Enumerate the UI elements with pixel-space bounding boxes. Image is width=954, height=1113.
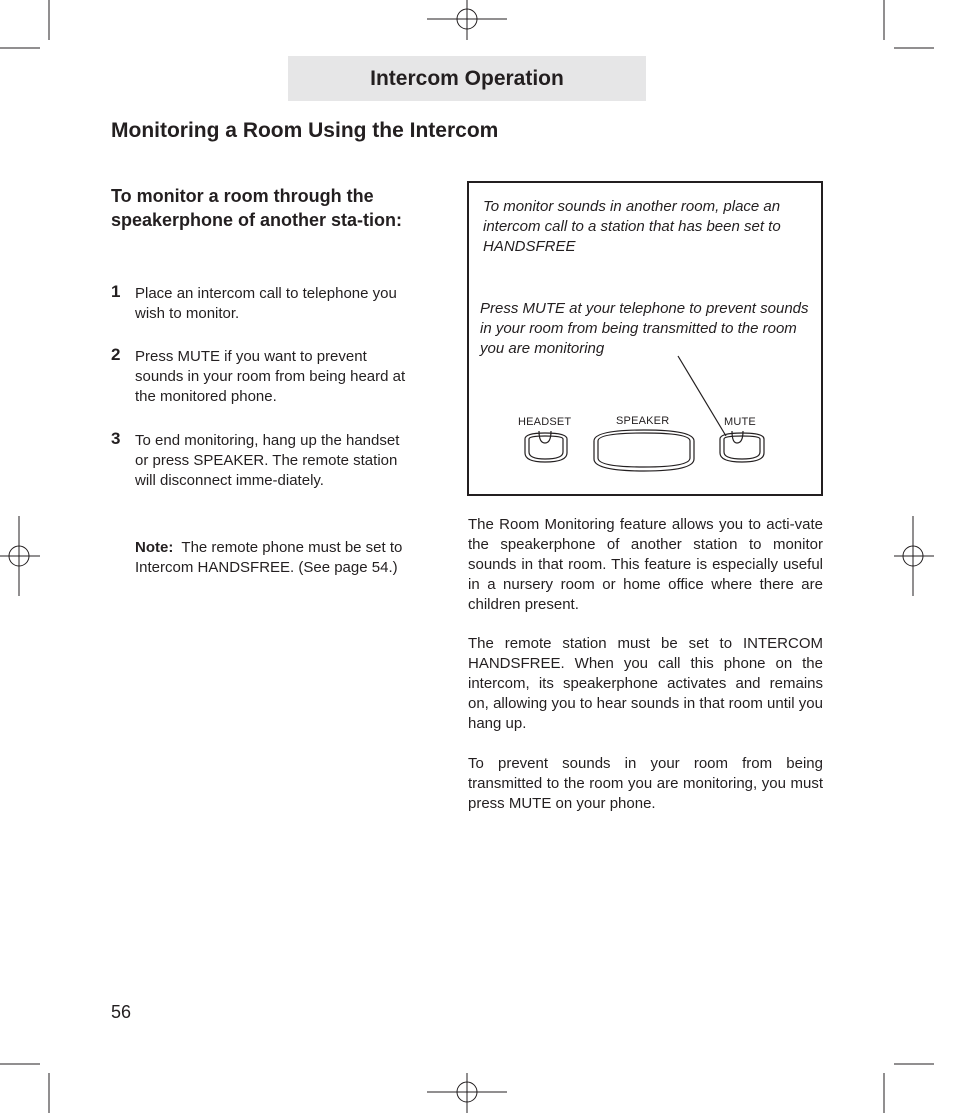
speaker-button-label: SPEAKER <box>616 415 670 427</box>
speaker-button-icon <box>594 430 694 471</box>
registration-mark-left <box>0 516 40 596</box>
mute-button-label: MUTE <box>724 416 756 428</box>
headset-button-label: HEADSET <box>518 416 572 428</box>
step-text: Place an intercom call to telephone you wish to monitor. <box>135 285 397 322</box>
headset-button-icon <box>525 431 567 462</box>
mute-button-icon <box>720 431 764 462</box>
step-number: 3 <box>111 429 121 448</box>
step-1 <box>111 284 406 324</box>
step-number: 1 <box>111 282 121 301</box>
section-title: Intercom Operation <box>370 66 564 90</box>
page-number: 56 <box>111 1002 132 1022</box>
note-text: The remote phone must be set to Intercom HANDSFREE. (See page 54.) <box>135 539 403 576</box>
page-title: Monitoring a Room Using the Intercom <box>111 119 499 142</box>
note-label: Note: <box>135 539 174 556</box>
registration-mark-right <box>894 516 934 596</box>
note <box>135 538 405 578</box>
paragraph-prevent-sounds: To prevent sounds in your room from being transmitted to the room you are monitoring, you must press MUTE on your phone. <box>468 755 823 812</box>
registration-mark-bottom <box>427 1073 507 1113</box>
step-text: Press MUTE if you want to prevent sounds in your room from being heard at the monitored phone. <box>135 348 406 405</box>
step-2 <box>111 347 406 407</box>
section-header <box>288 56 646 101</box>
figure-caption-mute: Press MUTE at your telephone to prevent sounds in your room from being transmitted to the room you are monitoring <box>480 300 809 357</box>
mute-callout-line <box>678 356 726 436</box>
registration-mark-top <box>427 0 507 40</box>
step-text: To end monitoring, hang up the handset or press SPEAKER. The remote station will disconnect imme-diately. <box>135 432 400 489</box>
procedure-heading: To monitor a room through the speakerphone of another sta-tion: <box>111 186 403 230</box>
figure-caption-top: To monitor sounds in another room, place an intercom call to a station that has been set to HANDSFREE <box>483 198 781 255</box>
step-number: 2 <box>111 345 121 364</box>
phone-buttons-illustration <box>467 181 823 496</box>
paragraph-room-monitoring: The Room Monitoring feature allows you to acti-vate the speakerphone of another station to monitor sounds in that room. This feature is especially useful in a nursery room or home office where there are children present. <box>468 516 823 613</box>
step-3 <box>111 431 406 491</box>
paragraph-remote-station: The remote station must be set to INTERCOM HANDSFREE. When you call this phone on the intercom, its speakerphone activates and remains on, allowing you to hear sounds in that room until you hang up. <box>468 635 823 732</box>
